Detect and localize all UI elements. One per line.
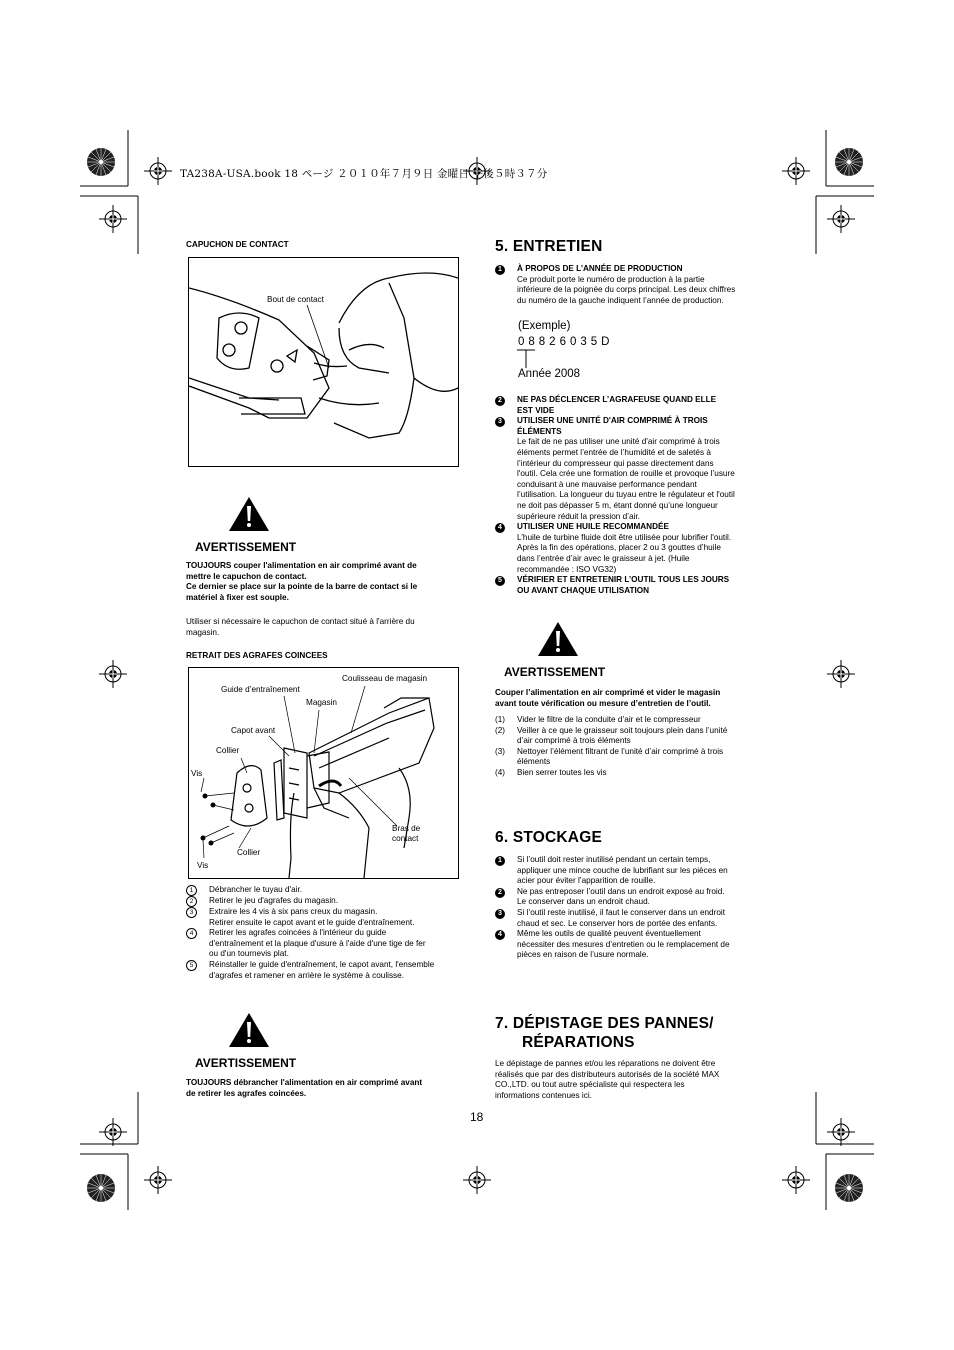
jam-steps xyxy=(186,885,461,981)
warning-icon-3 xyxy=(537,621,579,657)
check-steps xyxy=(495,715,775,779)
list-item: 2 NE PAS DÉCLENCER L’AGRAFEUSE QUAND ELLE EST VIDE xyxy=(495,395,775,416)
list-item: 3 Extraire les 4 vis à six pans creux du magasin. Retirer ensuite le capot avant et le guide d'entraînement. xyxy=(186,907,461,928)
section-heading-storage: 6. STOCKAGE xyxy=(495,829,602,846)
list-item: 1 À PROPOS DE L’ANNÉE DE PRODUCTION Ce produit porte le numéro de production à la partie inférieure de la poignée du corps principal. Les deux chiffres du numéro de la gauche indiquent l’année de production. xyxy=(495,264,775,306)
list-item: (1) Vider le filtre de la conduite d’air et le compresseur xyxy=(495,715,701,724)
list-item: 4 Retirer les agrafes coincées à l'intérieur du guide d'entraînement et la plaque d'usure à l'aide d'une tige de fer ou d'un tournevis plat. xyxy=(186,928,461,960)
contact-cap-illustration xyxy=(189,258,458,466)
section-heading-troubleshooting: 7. DÉPISTAGE DES PANNES/ RÉPARATIONS xyxy=(495,1015,714,1051)
list-item: (4) Bien serrer toutes les vis xyxy=(495,767,607,777)
collar-label-1: Collier xyxy=(216,746,240,755)
example-label: (Exemple) xyxy=(518,320,571,332)
collar-label-2: Collier xyxy=(237,848,261,857)
slider-label: Coulisseau de magasin xyxy=(342,674,428,683)
screw-label-2: Vis xyxy=(197,861,209,870)
warning-text-2: TOUJOURS débrancher l'alimentation en air comprimé avant de retirer les agrafes coincées. xyxy=(186,1078,423,1098)
jam-figure xyxy=(188,667,459,879)
example-number: 0 8 8 2 6 0 3 5 D xyxy=(518,336,610,348)
usage-text: Utiliser si nécessaire le capuchon de contact situé à l'arrière du magasin. xyxy=(186,617,415,637)
warning-text-3: Couper l’alimentation en air comprimé et vider le magasin avant toute vérification ou mesure d’entretien de l’outil. xyxy=(495,688,721,708)
magazine-label: Magasin xyxy=(306,698,337,707)
front-cover-label: Capot avant xyxy=(231,726,276,735)
list-item: 4 UTILISER UNE HUILE RECOMMANDÉE L’huile de turbine fluide doit être utilisée pour lubrifier l'outil. Après la fin des opérations, placer 2 ou 3 gouttes d’huile dans l’entrée d’air avec le graisseur à jet. (Huile recommandée : ISO VG32) xyxy=(495,522,775,575)
warning-icon-1 xyxy=(228,496,270,532)
list-item: 1 Si l’outil doit rester inutilisé pendant un certain temps, appliquer une mince couche de lubrifiant sur les pièces en acier pour éviter l’apparition de rouille. xyxy=(495,855,775,887)
warning-icon-2 xyxy=(228,1012,270,1048)
contact-tip-label: Bout de contact xyxy=(267,295,324,304)
page-number: 18 xyxy=(470,1110,484,1124)
example-year: Année 2008 xyxy=(518,368,581,380)
warning-text-1: TOUJOURS couper l'alimentation en air comprimé avant de mettre le capuchon de contact. Ce dernier se place sur la pointe de la barre de contact si le matériel à fixer est souple. xyxy=(186,561,418,602)
warning-label-2: AVERTISSEMENT xyxy=(195,1056,297,1070)
drive-guide-label: Guide d’entraînement xyxy=(221,685,300,694)
list-item: 3 Si l’outil reste inutilisé, il faut le conserver dans un endroit chaud et sec. Le conserver hors de portée des enfants. xyxy=(495,908,775,929)
contact-cap-title: CAPUCHON DE CONTACT xyxy=(186,240,289,249)
year-bracket xyxy=(516,349,546,369)
warning-label-1: AVERTISSEMENT xyxy=(195,540,297,554)
maintenance-items xyxy=(495,264,775,306)
jam-title: RETRAIT DES AGRAFES COINCEES xyxy=(186,651,328,660)
list-item: (2) Veiller à ce que le graisseur soit toujours plein dans l’unité d’air comprimé à trois éléments xyxy=(495,725,728,746)
list-item: (3) Nettoyer l’élément filtrant de l’unité d’air comprimé à trois éléments xyxy=(495,746,724,767)
print-header: TA238A-USA.book 18 ページ ２０１０年７月９日 金曜日 午後５時３７分 xyxy=(180,168,548,180)
maintenance-items-2 xyxy=(495,395,775,596)
storage-items xyxy=(495,855,775,961)
section-heading-maintenance: 5. ENTRETIEN xyxy=(495,238,603,255)
list-item: 5 VÉRIFIER ET ENTRETENIR L’OUTIL TOUS LES JOURS OU AVANT CHAQUE UTILISATION xyxy=(495,575,775,596)
list-item: 2 Retirer le jeu d'agrafes du magasin. xyxy=(186,896,461,907)
screw-label-1: Vis xyxy=(191,769,203,778)
list-item: 1 Débrancher le tuyau d'air. xyxy=(186,885,461,896)
warning-label-3: AVERTISSEMENT xyxy=(504,665,606,679)
list-item: 2 Ne pas entreposer l’outil dans un endroit exposé au froid. Le conserver dans un endroit chaud. xyxy=(495,887,775,908)
list-item: 5 Réinstaller le guide d'entraînement, le capot avant, l'ensemble d'agrafes et ramener en arrière le système à coulisse. xyxy=(186,960,461,981)
contact-cap-figure xyxy=(188,257,459,467)
troubleshooting-text: Le dépistage de pannes et/ou les réparations ne doivent être réalisés que par des distributeurs autorisés de la société MAX CO.,LTD. ou tout autre spécialiste qui respectera les informations contenues ici. xyxy=(495,1059,720,1100)
contact-arm-label: Bras de contact xyxy=(392,824,421,843)
list-item: 4 Même les outils de qualité peuvent éventuellement nécessiter des mesures d’entretien ou le remplacement de pièces en raison de l’usure normale. xyxy=(495,929,775,961)
list-item: 3 UTILISER UNE UNITÉ D'AIR COMPRIMÉ À TROIS ÉLÉMENTS Le fait de ne pas utiliser une unité d'air comprimé à trois éléments permet l’entrée de l’humidité et de saletés à l’intérieur du compresseur qui passe directement dans l'outil. Cela crée une formation de rouille et provoque l’usure conduisant à une mauvaise performance pendant l’utilisation. La longueur du tuyau entre le régulateur et l'outil ne doit pas dépasser 5 m, étant donné qu’une longueur supérieure réduit la pression d’air. xyxy=(495,416,775,522)
